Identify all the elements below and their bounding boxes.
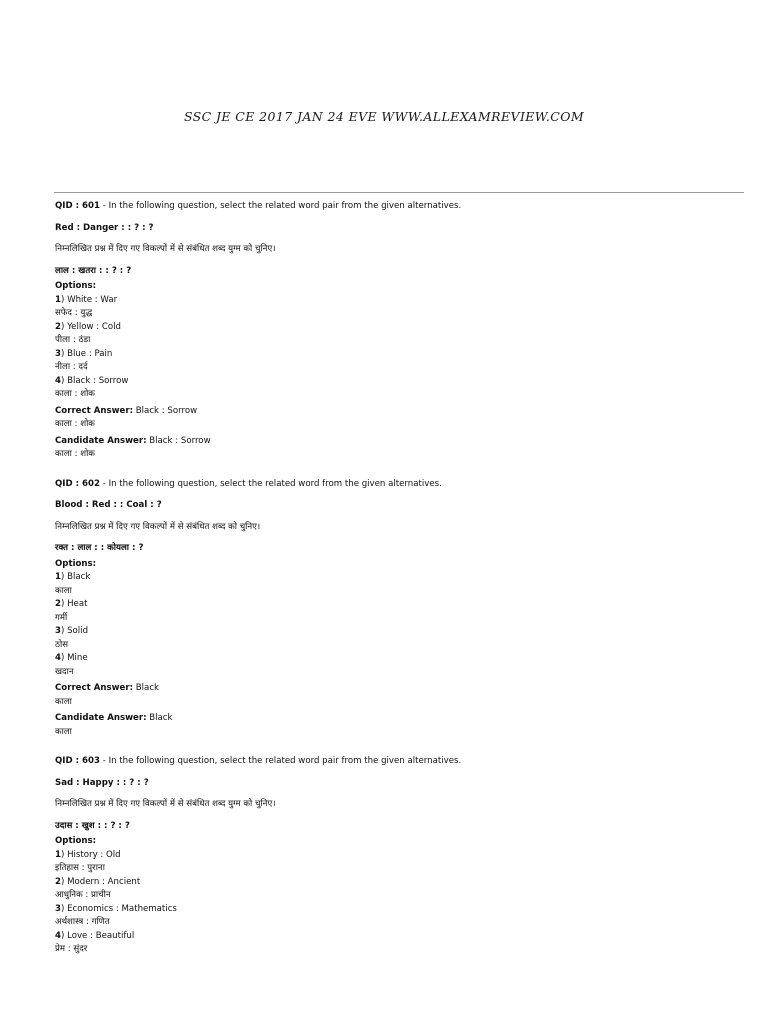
option-text: History : Old bbox=[67, 849, 121, 860]
option-separator: ) bbox=[60, 321, 68, 332]
correct-answer-label: Correct Answer: bbox=[55, 405, 134, 416]
option-number: 2 bbox=[55, 321, 61, 332]
option-3 bbox=[55, 903, 735, 917]
correct-answer-value: Black bbox=[133, 683, 160, 693]
qid-label: QID : 601 bbox=[55, 201, 100, 211]
question-instruction-hindi: निम्नलिखित प्रश्न में दिए गए विकल्पों में से संबंधित शब्द युग्म को चुनिए। bbox=[55, 244, 276, 254]
question-instruction-hindi: निम्नलिखित प्रश्न में दिए गए विकल्पों में से संबंधित शब्द युग्म को चुनिए। bbox=[55, 799, 276, 809]
option-3 bbox=[55, 625, 735, 639]
option-separator: ) bbox=[60, 653, 68, 663]
option-text: Modern : Ancient bbox=[67, 876, 141, 887]
option-number: 4 bbox=[55, 930, 61, 941]
header-divider bbox=[54, 192, 744, 193]
candidate-answer-hindi: काला bbox=[55, 726, 72, 737]
option-2-hindi: पीला : ठंडा bbox=[55, 335, 91, 345]
option-4-hindi: काला : शोक bbox=[55, 389, 95, 399]
correct-answer-value: Black : Sorrow bbox=[133, 405, 198, 416]
correct-answer-hindi: काला : शोक bbox=[55, 419, 95, 429]
option-separator: ) bbox=[60, 294, 68, 305]
option-number: 1 bbox=[55, 572, 61, 582]
option-1 bbox=[55, 294, 735, 308]
option-1 bbox=[55, 571, 735, 585]
option-3-hindi: नीला : दर्द bbox=[55, 362, 88, 372]
option-number: 3 bbox=[55, 348, 61, 359]
option-text: White : War bbox=[67, 294, 118, 305]
correct-answer-hindi: काला bbox=[55, 696, 72, 707]
option-separator: ) bbox=[60, 930, 68, 941]
option-2-hindi: गर्मी bbox=[55, 612, 68, 623]
option-number: 2 bbox=[55, 876, 61, 887]
option-text: Heat bbox=[67, 599, 88, 609]
question-heading bbox=[55, 478, 735, 492]
candidate-answer-value: Black bbox=[146, 713, 173, 723]
option-text: Black : Sorrow bbox=[67, 375, 129, 386]
question-heading bbox=[55, 755, 735, 769]
option-separator: ) bbox=[60, 572, 68, 582]
option-4-hindi: प्रेम : सुंदर bbox=[55, 944, 88, 954]
option-text: Black bbox=[67, 572, 91, 582]
option-text: Solid bbox=[67, 626, 89, 636]
option-4 bbox=[55, 375, 735, 389]
options-label: Options: bbox=[55, 558, 97, 569]
option-number: 1 bbox=[55, 849, 61, 860]
option-3-hindi: अर्थशास्त्र : गणित bbox=[55, 917, 110, 927]
qid-label: QID : 603 bbox=[55, 756, 100, 766]
correct-answer bbox=[55, 682, 735, 709]
option-3 bbox=[55, 348, 735, 362]
option-2 bbox=[55, 598, 735, 612]
question-instruction: - In the following question, select the related word pair from the given alternatives. bbox=[100, 201, 462, 211]
candidate-answer-label: Candidate Answer: bbox=[55, 435, 147, 446]
option-number: 2 bbox=[55, 599, 61, 609]
option-separator: ) bbox=[60, 849, 68, 860]
option-1 bbox=[55, 849, 735, 863]
correct-answer bbox=[55, 405, 735, 432]
candidate-answer-label: Candidate Answer: bbox=[55, 713, 147, 723]
correct-answer-label: Correct Answer: bbox=[55, 683, 134, 693]
question-pair-hindi: लाल : खतरा : : ? : ? bbox=[55, 265, 132, 276]
option-text: Mine bbox=[67, 653, 88, 663]
option-4 bbox=[55, 652, 735, 666]
option-2 bbox=[55, 321, 735, 335]
page-header: SSC JE CE 2017 JAN 24 EVE WWW.ALLEXAMREVIEW.COM bbox=[183, 109, 585, 124]
option-text: Love : Beautiful bbox=[67, 930, 135, 941]
question-list bbox=[55, 200, 735, 957]
question-603 bbox=[55, 755, 735, 957]
option-4 bbox=[55, 930, 735, 944]
question-pair: Red : Danger : : ? : ? bbox=[55, 222, 154, 233]
option-separator: ) bbox=[60, 876, 68, 887]
question-602 bbox=[55, 478, 735, 740]
question-heading bbox=[55, 200, 735, 214]
question-instruction: - In the following question, select the related word from the given alternatives. bbox=[100, 478, 442, 489]
option-text: Blue : Pain bbox=[67, 348, 113, 359]
candidate-answer bbox=[55, 712, 735, 739]
candidate-answer bbox=[55, 435, 735, 462]
question-pair-hindi: रक्त : लाल : : कोयला : ? bbox=[55, 543, 144, 553]
candidate-answer-value: Black : Sorrow bbox=[146, 435, 211, 446]
options-label: Options: bbox=[55, 281, 97, 291]
option-separator: ) bbox=[60, 599, 68, 609]
option-1-hindi: सफेद : युद्ध bbox=[55, 308, 93, 318]
option-1-hindi: काला bbox=[55, 585, 72, 596]
option-number: 3 bbox=[55, 903, 61, 914]
option-number: 3 bbox=[55, 626, 61, 636]
question-instruction-hindi: निम्नलिखित प्रश्न में दिए गए विकल्पों में से संबंधित शब्द को चुनिए। bbox=[55, 521, 261, 532]
question-instruction: - In the following question, select the related word pair from the given alternatives. bbox=[100, 756, 462, 766]
option-separator: ) bbox=[60, 348, 68, 359]
option-separator: ) bbox=[60, 903, 68, 914]
option-4-hindi: खदान bbox=[55, 666, 74, 677]
option-number: 4 bbox=[55, 653, 61, 663]
question-pair: Blood : Red : : Coal : ? bbox=[55, 500, 162, 510]
question-pair: Sad : Happy : : ? : ? bbox=[55, 777, 149, 788]
options-label: Options: bbox=[55, 836, 97, 846]
option-separator: ) bbox=[60, 626, 68, 636]
option-2 bbox=[55, 876, 735, 890]
option-3-hindi: ठोस bbox=[55, 639, 69, 650]
candidate-answer-hindi: काला : शोक bbox=[55, 449, 95, 459]
option-2-hindi: आधुनिक : प्राचीन bbox=[55, 890, 111, 900]
option-number: 4 bbox=[55, 375, 61, 386]
question-601 bbox=[55, 200, 735, 462]
question-pair-hindi: उदास : खुश : : ? : ? bbox=[55, 820, 130, 831]
option-separator: ) bbox=[60, 375, 68, 386]
option-1-hindi: इतिहास : पुराना bbox=[55, 863, 105, 873]
option-number: 1 bbox=[55, 294, 61, 305]
option-text: Yellow : Cold bbox=[67, 321, 121, 332]
qid-label: QID : 602 bbox=[55, 478, 100, 489]
option-text: Economics : Mathematics bbox=[67, 903, 177, 914]
